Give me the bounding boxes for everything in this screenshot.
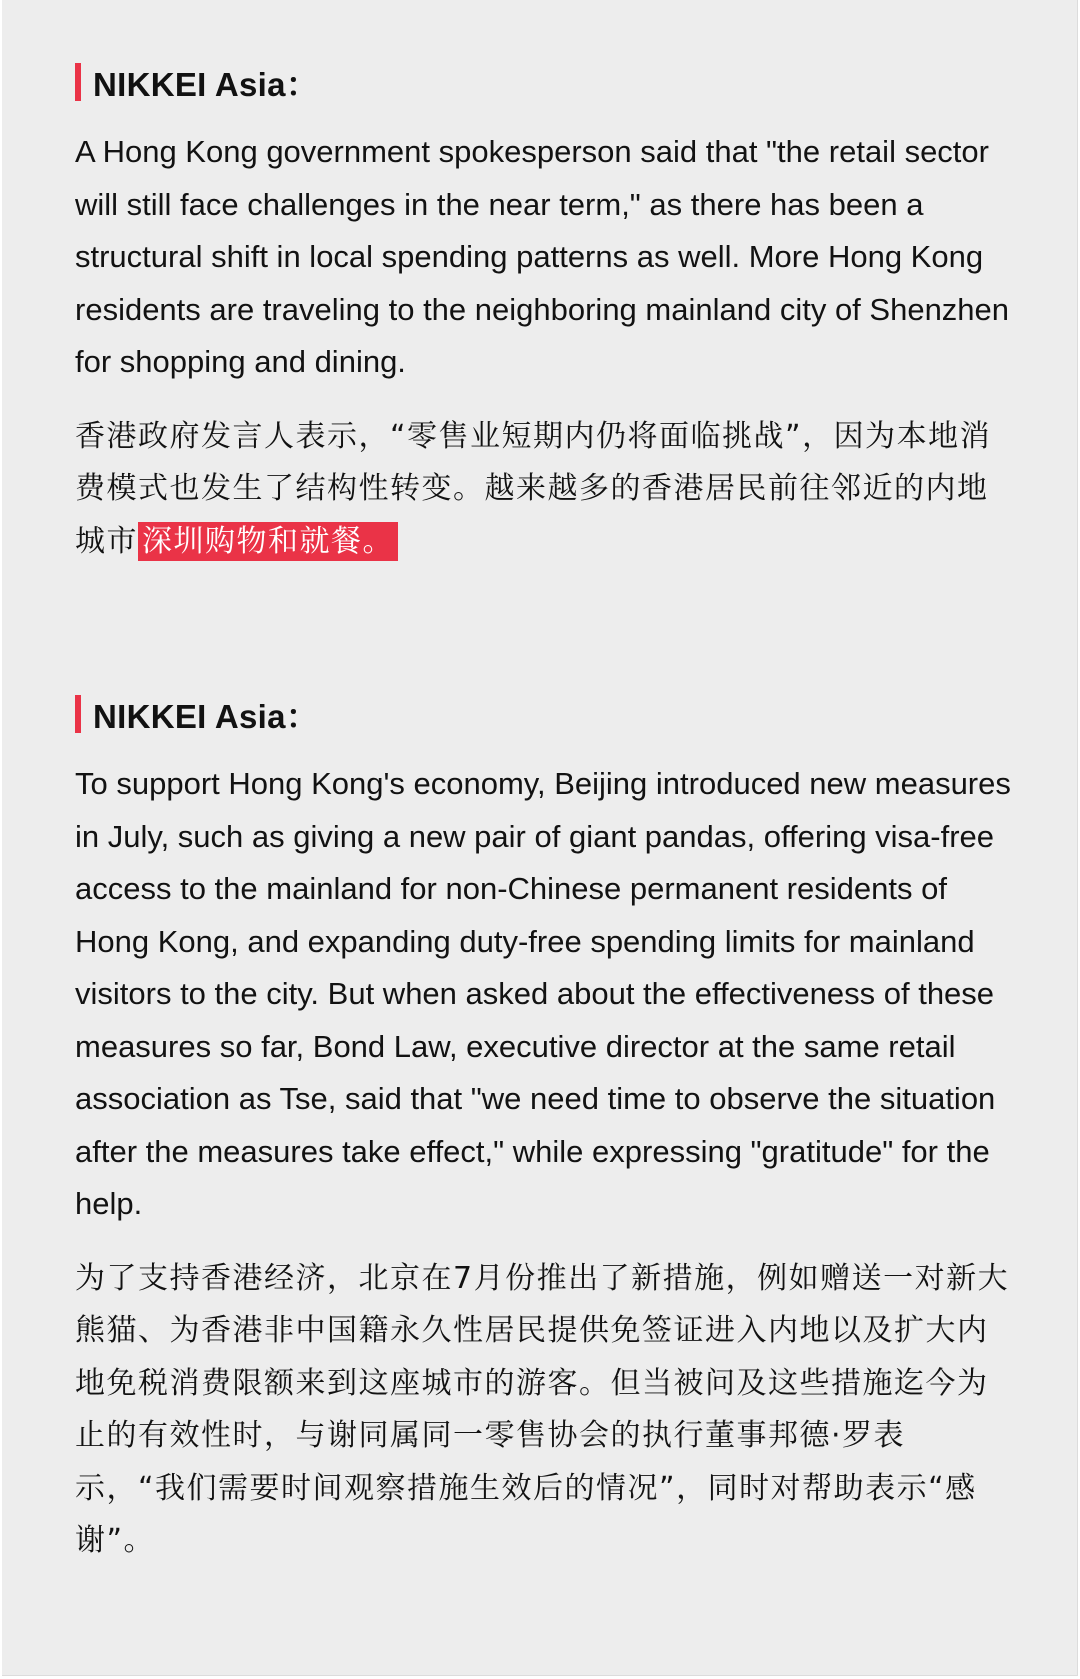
accent-bar [75, 63, 81, 101]
english-paragraph: To support Hong Kong's economy, Beijing introduced new measures in July, such as giving a new pair of giant pandas, offering visa-free access to the mainland for non-Chinese permanent residents of Hong Kong, and expanding duty-free spending limits for mainland visitors to the city. But when asked about the effectiveness of these measures so far, Bond Law, executive director at the same retail association as Tse, said that "we need time to observe the situation after the measures take effect," while expressing "gratitude" for the help. [75, 766, 1011, 1221]
chinese-text: 香港政府发言人表示，“零售业短期内仍将面临挑战”，因为本地消费模式也发生了结构性转变。越来越多的香港居民前往邻近的内地城市 [75, 418, 992, 559]
article-card [2, 0, 1078, 1676]
quote-section-1 [75, 62, 1015, 568]
source-name: NIKKEI Asia： [93, 65, 320, 103]
source-heading [75, 694, 1015, 734]
source-name: NIKKEI Asia： [93, 697, 320, 735]
chinese-paragraph: 为了支持香港经济，北京在7月份推出了新措施，例如赠送一对新大熊猫、为香港非中国籍永久性居民提供免签证进入内地以及扩大内地免税消费限额来到这座城市的游客。但当被问及这些措施迄今为止的有效性时，与谢同属同一零售协会的执行董事邦德·罗表示，“我们需要时间观察措施生效后的情况”，同时对帮助表示“感谢”。 [75, 1260, 1010, 1558]
quote-section-2 [75, 694, 1015, 1568]
source-heading [75, 62, 1015, 102]
accent-bar [75, 695, 81, 733]
chinese-paragraph [75, 411, 1015, 569]
highlighted-text: 深圳购物和就餐。 [138, 522, 398, 561]
english-paragraph: A Hong Kong government spokesperson said that "the retail sector will still face challenges in the near term," as there has been a structural shift in local spending patterns as well. More Hong Kong residents are traveling to the neighboring mainland city of Shenzhen for shopping and dining. [75, 134, 1010, 379]
